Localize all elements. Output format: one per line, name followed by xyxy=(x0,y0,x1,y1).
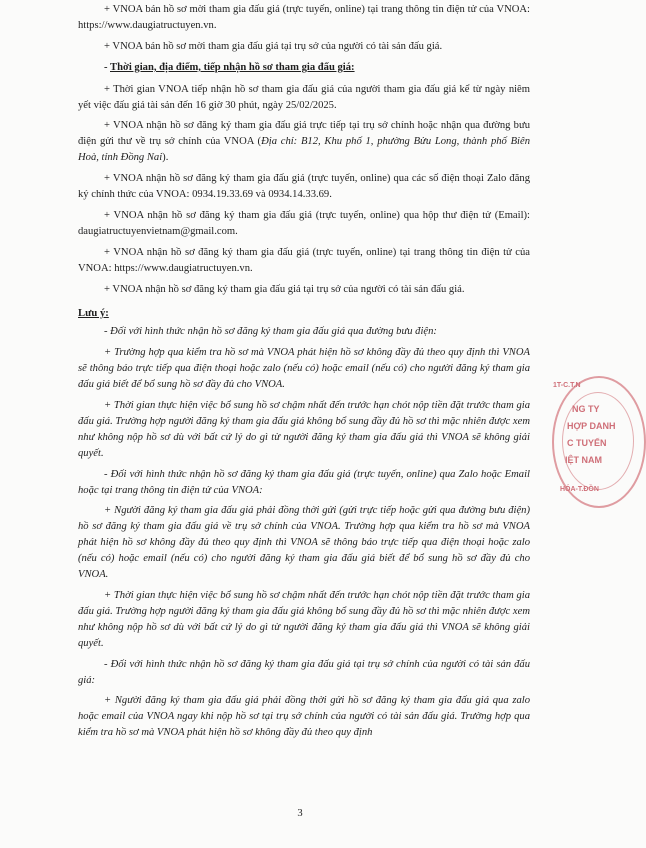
note-item: - Đối với hình thức nhận hồ sơ đăng ký tham gia đấu giá (trực tuyến, online) qua Zalo hoặc Email hoặc tại trang thông tin điện tử của VNOA: xyxy=(78,468,530,496)
note-item: + Thời gian thực hiện việc bổ sung hồ sơ chậm nhất đến trước hạn chót nộp tiền đặt trước tham gia đấu giá. Trường hợp người đăng ký tham gia đấu giá không bổ sung đầy đủ hồ sơ thì mặc nhiên được xem như không nộp hồ sơ dù với bất cứ lý do gì từ người đăng ký tham gia đấu giá thì VNOA sẽ không giải quyết. xyxy=(78,590,530,649)
paragraph-receive-post: + VNOA nhận hồ sơ đăng ký tham gia đấu giá trực tiếp tại trụ sở chính hoặc nhận qua đường bưu điện gửi thư về trụ sở chính của VNOA (Địa chỉ: B12, Khu phố 1, phường Bửu Long, thành phố Biên Hoà, tỉnh Đồng Nai). xyxy=(78,120,531,164)
note-item: + Trường hợp qua kiểm tra hồ sơ mà VNOA phát hiện hồ sơ không đầy đủ theo quy định thì VNOA sẽ thông báo trực tiếp qua điện thoại hoặc zalo (nếu có) hoặc email (nếu có) cho người đăng ký tham gia đấu giá biết để bổ sung hồ sơ đầy đủ cho VNOA. xyxy=(78,347,530,391)
seal-text: HÓA-T.ĐỒN xyxy=(560,486,599,493)
note-item: + Người đăng ký tham gia đấu giá phải đồng thời gửi hồ sơ đăng ký tham gia đấu giá qua zalo hoặc email của VNOA ngay khi nộp hồ sơ tại trụ sở chính của người có tài sản đấu giá. Trường hợp qua kiểm tra hồ sơ mà VNOA phát hiện hồ sơ không đầy đủ theo quy định xyxy=(78,695,530,739)
seal-text: IỆT NAM xyxy=(565,455,602,465)
seal-text: NG TY xyxy=(572,404,600,414)
seal-text: 1T-C.T.N xyxy=(553,382,581,389)
address-text: Địa chỉ: B12, Khu phố 1, phường Bửu Long, thành phố Biên Hoà, tỉnh Đồng Nai xyxy=(78,136,531,164)
paragraph-receive-time: + Thời gian VNOA tiếp nhận hồ sơ tham gia đấu giá của người tham gia đấu giá kể từ ngày niêm yết việc đấu giá tài sản đến 16 giờ 30 phút, ngày 25/02/2025. xyxy=(78,83,530,111)
seal-text: C TUYẾN xyxy=(567,438,607,448)
note-label: Lưu ý: xyxy=(78,307,109,319)
page-number: 3 xyxy=(297,808,303,819)
paragraph-receive-onsite: + VNOA nhận hồ sơ đăng ký tham gia đấu giá tại trụ sở của người có tài sản đấu giá. xyxy=(104,283,465,295)
paragraph-receive-website: + VNOA nhận hồ sơ đăng ký tham gia đấu giá (trực tuyến, online) tại trang thông tin điện tử của VNOA: https://www.daugiatructuyen.vn. xyxy=(78,246,530,274)
document-body xyxy=(78,2,530,746)
note-item: - Đối với hình thức nhận hồ sơ đăng ký tham gia đấu giá tại trụ sở chính của người có tài sản đấu giá: xyxy=(78,658,530,686)
note-item: + Thời gian thực hiện việc bổ sung hồ sơ chậm nhất đến trước hạn chót nộp tiền đặt trước tham gia đấu giá. Trường hợp người đăng ký tham gia đấu giá không bổ sung đầy đủ hồ sơ thì mặc nhiên được xem như không nộp hồ sơ dù với bất cứ lý do gì từ người đăng ký tham gia đấu giá thì VNOA sẽ không giải quyết. xyxy=(78,400,530,459)
seal-text: HỢP DANH xyxy=(567,421,616,431)
paragraph-sell-online: + VNOA bán hồ sơ mời tham gia đấu giá (trực tuyến, online) tại trang thông tin điện tử của VNOA: https://www.daugiatructuyen.vn. xyxy=(78,4,530,31)
note-item: - Đối với hình thức nhận hồ sơ đăng ký tham gia đấu giá qua đường bưu điện: xyxy=(104,326,437,338)
note-item: + Người đăng ký tham gia đấu giá phải đồng thời gửi (gửi trực tiếp hoặc gửi qua đường bưu điện) hồ sơ đăng ký tham gia đấu giá về trụ sở chính của VNOA. Trường hợp qua kiểm tra hồ sơ mà VNOA phát hiện hồ sơ không đầy đủ theo quy định thì VNOA sẽ thông báo trực tiếp qua điện thoại hoặc zalo (nếu có) hoặc email (nếu có) cho người đăng ký tham gia đấu giá biết để bổ sung hồ sơ đầy đủ cho VNOA. xyxy=(78,505,530,581)
section-heading: - Thời gian, địa điểm, tiếp nhận hồ sơ tham gia đấu giá: xyxy=(104,61,355,73)
paragraph-sell-onsite: + VNOA bán hồ sơ mời tham gia đấu giá tại trụ sở của người có tài sản đấu giá. xyxy=(104,40,443,52)
paragraph-receive-email: + VNOA nhận hồ sơ đăng ký tham gia đấu giá (trực tuyến, online) qua hộp thư điện tử (Email): daugiatructuyenvietnam@gmail.com. xyxy=(78,209,530,237)
section-heading-text: Thời gian, địa điểm, tiếp nhận hồ sơ tham gia đấu giá: xyxy=(110,61,355,73)
paragraph-receive-zalo: + VNOA nhận hồ sơ đăng ký tham gia đấu giá (trực tuyến, online) qua các số điện thoại Zalo đăng ký chính thức của VNOA: 0934.19.33.69 và 0934.14.33.69. xyxy=(78,173,530,201)
